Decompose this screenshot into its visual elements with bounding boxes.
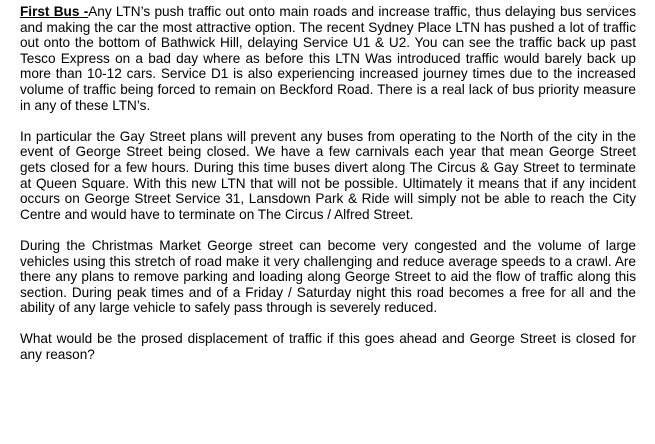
paragraph-text: What would be the prosed displacement of traffic if this goes ahead and George Street is closed for any reason? xyxy=(20,331,636,363)
paragraph-question xyxy=(20,331,636,362)
paragraph-christmas-market xyxy=(20,238,636,316)
paragraph-text: During the Christmas Market George street can become very congested and the volume of large vehicles using this stretch of road make it very challenging and reduce average speeds to a crawl. Are there any plans to remove parking and loading along George Street to aid the flow of traffic along this section. During peak times and of a Friday / Saturday night this road becomes a free for all and the ability of any large vehicle to safely pass through is severely reduced. xyxy=(20,237,636,316)
paragraph-text: Any LTN’s push traffic out onto main roads and increase traffic, thus delaying bus services and making the car the most attractive option. The recent Sydney Place LTN has pushed a lot of traffic out onto the bottom of Bathwick Hill, delaying Service U1 & U2. You can see the traffic back up past Tesco Express on a bad day where as before this LTN Was introduced traffic would barely back up more than 10-12 cars. Service D1 is also experiencing increased journey times due to the increased volume of traffic being forced to remain on Beckford Road. There is a real lack of bus priority measure in any of these LTN’s. xyxy=(20,4,637,113)
heading-first-bus: First Bus - xyxy=(20,4,89,19)
document-body xyxy=(20,4,636,378)
paragraph-gay-street xyxy=(20,129,636,223)
paragraph-first-bus xyxy=(20,4,636,113)
paragraph-text: In particular the Gay Street plans will prevent any buses from operating to the North of the city in the event of George Street being closed. We have a few carnivals each year that mean George Street gets closed for a few hours. During this time buses divert along The Circus & Gay Street to terminate at Queen Square. With this new LTN that will not be possible. Ultimately it means that if any incident occurs on George Street Service 31, Lansdown Park & Ride will simply not be able to reach the City Centre and would have to terminate on The Circus / Alfred Street. xyxy=(20,128,636,222)
